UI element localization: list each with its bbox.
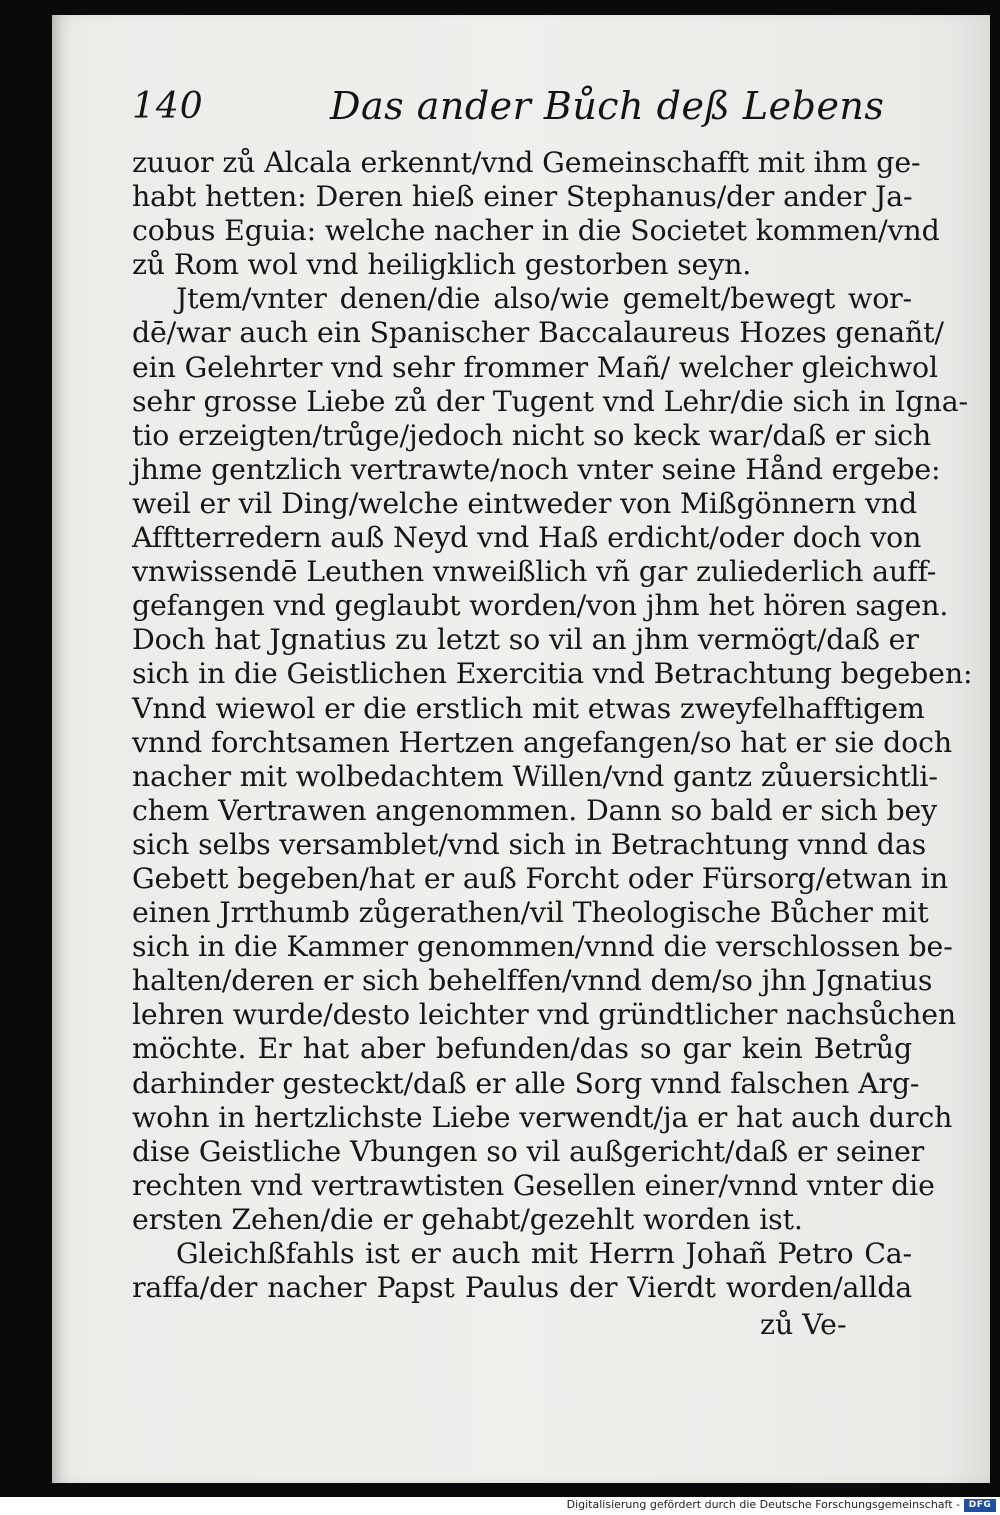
text-line: nacher mit wolbedachtem Willen/vnd gantz zůuersichtli- (132, 759, 938, 793)
text-line: dē/war auch ein Spanischer Baccalaureus Hozes genañt/ (132, 316, 944, 350)
text-line: habt hetten: Deren hieß einer Stephanus/der ander Ja- (132, 180, 913, 214)
text-line: raffa/der nacher Papst Paulus der Vierdt worden/allda (132, 1271, 912, 1305)
text-line: weil er vil Ding/welche eintweder von Mißgönnern vnd (132, 486, 917, 520)
text-line: cobus Eguia: welche nacher in die Societet kommen/vnd (132, 214, 940, 248)
text-line: jhme gentzlich vertrawte/noch vnter seine Hånd ergebe: (132, 452, 941, 486)
text-line: sich selbs versamblet/vnd sich in Betrachtung vnnd das (132, 827, 927, 861)
text-line: gefangen vnd geglaubt worden/von jhm het hören sagen. (132, 589, 949, 623)
page-header (132, 80, 885, 140)
text-line: vnnd forchtsamen Hertzen angefangen/so hat er sie doch (132, 725, 952, 759)
text-line: ein Gelehrter vnd sehr frommer Mañ/ welcher gleichwol (132, 350, 938, 384)
text-line: Vnnd wiewol er die erstlich mit etwas zweyfelhafftigem (132, 691, 925, 725)
text-line: zuuor zů Alcala erkennt/vnd Gemeinschafft mit ihm ge- (132, 146, 921, 179)
text-line: Doch hat Jgnatius zu letzt so vil an jhm vermögt/daß er (132, 623, 919, 657)
text-line: möchte. Er hat aber befunden/das so gar kein Betrůg (132, 1032, 912, 1066)
text-line: tio erzeigten/trůge/jedoch nicht so keck war/daß er sich (132, 418, 932, 452)
text-line: halten/deren er sich behelffen/vnnd dem/so jhn Jgnatius (132, 964, 933, 998)
page-number: 140 (132, 86, 204, 127)
text-line: Jtem/vnter denen/die also/wie gemelt/bewegt wor- (176, 282, 912, 316)
text-line: wohn in hertzlichste Liebe verwendt/ja er hat auch durch (132, 1100, 953, 1134)
running-head: Das ander Bůch deß Lebens (330, 84, 885, 128)
text-line: ersten Zehen/die er gehabt/gezehlt worden ist. (132, 1202, 803, 1236)
text-line: Gleichßfahls ist er auch mit Herrn Johañ Petro Ca- (176, 1237, 912, 1270)
text-line: sehr grosse Liebe zů der Tugent vnd Lehr/die sich in Igna- (132, 384, 968, 418)
text-line: einen Jrrthumb zůgerathen/vil Theologische Bůcher mit (132, 896, 929, 930)
text-line: zů Rom wol vnd heiligklich gestorben seyn. (132, 248, 752, 282)
footer-bar (0, 1497, 1000, 1515)
catchword: zů Ve- (760, 1308, 847, 1341)
text-line: darhinder gesteckt/daß er alle Sorg vnnd falschen Arg- (132, 1066, 920, 1100)
text-line: vnwissendē Leuthen vnweißlich vñ gar zuliederlich auff- (132, 555, 937, 589)
text-line: Gebett begeben/hat er auß Forcht oder Fürsorg/etwan in (132, 861, 948, 895)
text-line: rechten vnd vertrawtisten Gesellen einer/vnnd vnter die (132, 1168, 935, 1202)
text-line: lehren wurde/desto leichter vnd gründtlicher nachsůchen (132, 998, 957, 1032)
text-line: chem Vertrawen angenommen. Dann so bald er sich bey (132, 793, 938, 827)
text-line: dise Geistliche Vbungen so vil außgericht/daß er seiner (132, 1134, 925, 1168)
dfg-logo-icon: DFG (964, 1499, 996, 1512)
text-line: sich in die Geistlichen Exercitia vnd Betrachtung begeben: (132, 657, 973, 691)
body-text (132, 146, 973, 1305)
text-line: Afftterredern auß Neyd vnd Haß erdicht/oder doch von (132, 521, 922, 555)
text-line: sich in die Kammer genommen/vnnd die verschlossen be- (132, 930, 953, 964)
funding-credit: Digitalisierung gefördert durch die Deutsche Forschungsgemeinschaft - (566, 1498, 960, 1511)
